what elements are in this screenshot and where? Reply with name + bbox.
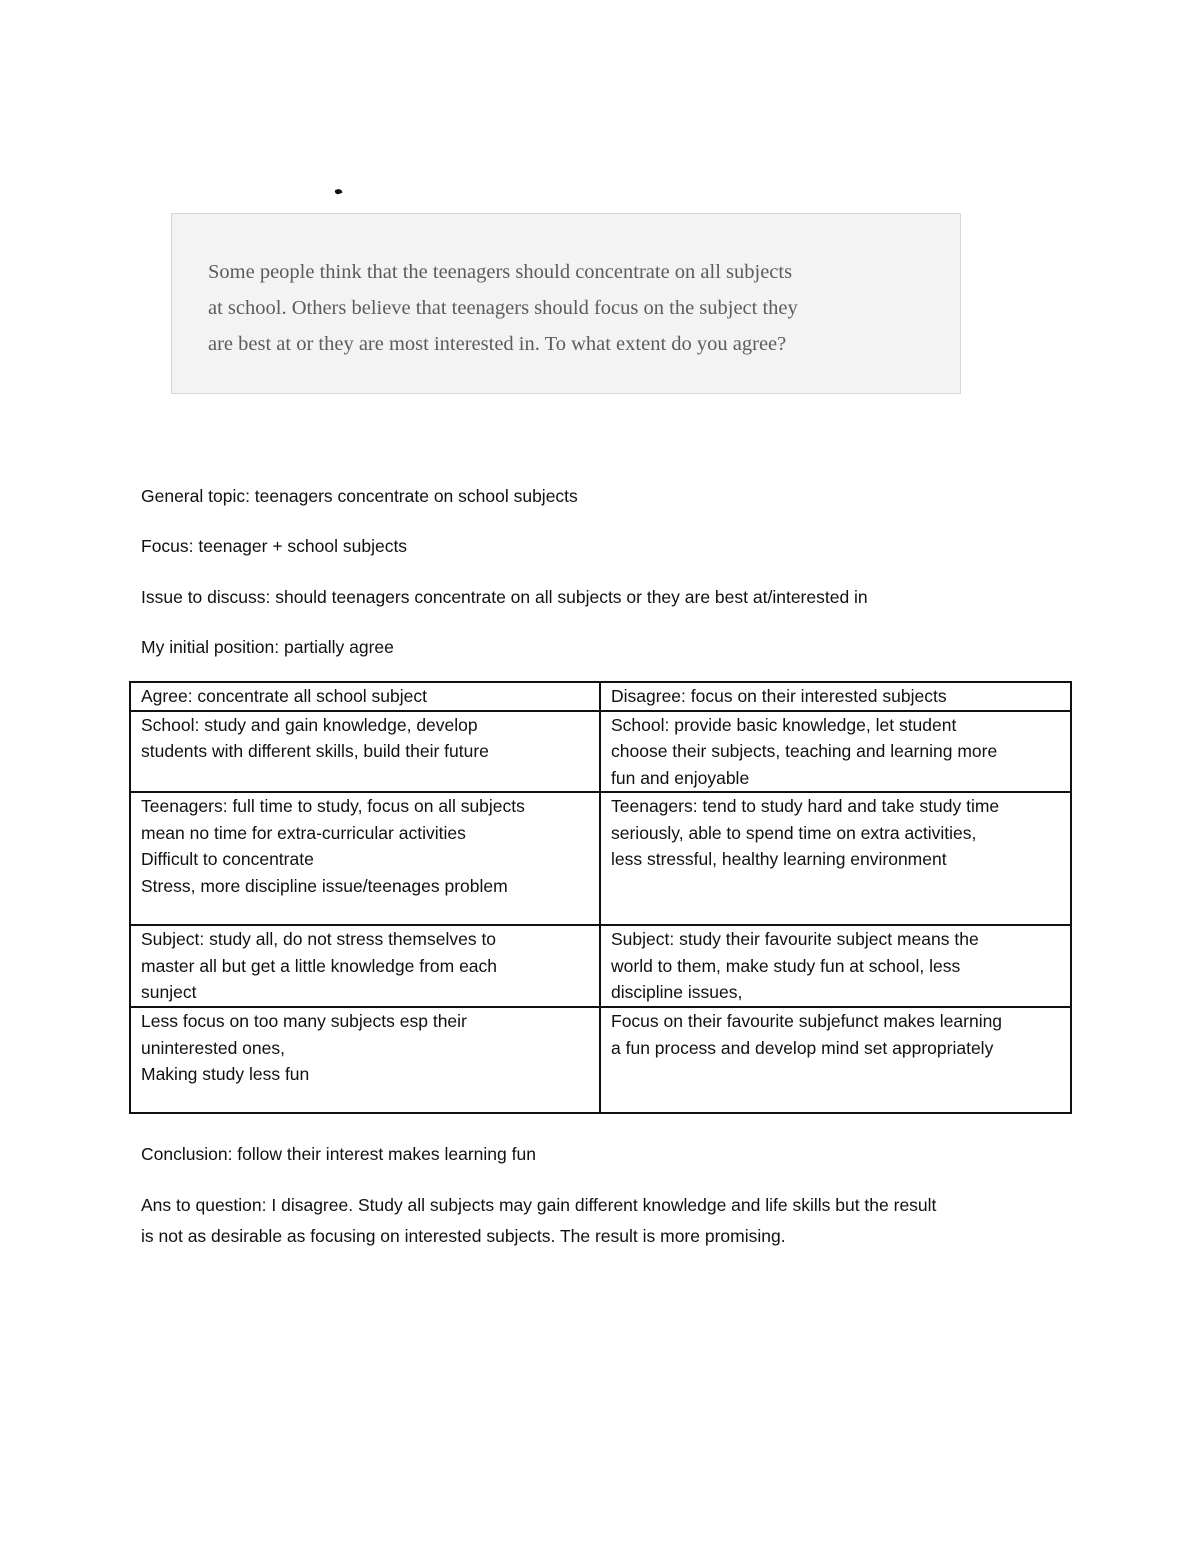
cell-line: Less focus on too many subjects esp their bbox=[141, 1011, 467, 1031]
table-row bbox=[130, 711, 1071, 793]
agree-disagree-table bbox=[129, 681, 1072, 1114]
cell-line: uninterested ones, bbox=[141, 1037, 285, 1058]
table-header-row bbox=[130, 682, 1071, 711]
disagree-cell bbox=[600, 1007, 1071, 1113]
cell-line: Difficult to concentrate bbox=[141, 849, 314, 869]
cell-line: less stressful, healthy learning environment bbox=[611, 849, 947, 869]
cell-line: seriously, able to spend time on extra activities, bbox=[611, 822, 977, 843]
table-row bbox=[130, 792, 1071, 925]
disagree-cell bbox=[600, 792, 1071, 925]
agree-cell bbox=[130, 925, 600, 1007]
answer-paragraph bbox=[141, 1190, 1061, 1252]
disagree-cell bbox=[600, 711, 1071, 793]
cell-line: discipline issues, bbox=[611, 982, 743, 1002]
cell-line: Subject: study their favourite subject means the bbox=[611, 929, 979, 949]
table-row bbox=[130, 925, 1071, 1007]
cell-line: Subject: study all, do not stress themselves to bbox=[141, 929, 497, 949]
cell-line: Teenagers: full time to study, focus on all subjects bbox=[141, 796, 525, 816]
focus-line: Focus: teenager + school subjects bbox=[141, 536, 408, 556]
essay-prompt-box bbox=[171, 213, 961, 394]
agree-cell bbox=[130, 1007, 600, 1113]
disagree-cell bbox=[600, 925, 1071, 1007]
agree-cell bbox=[130, 711, 600, 793]
cell-line: a fun process and develop mind set appropriately bbox=[611, 1037, 994, 1058]
agree-header: Agree: concentrate all school subject bbox=[130, 682, 600, 711]
initial-position: My initial position: partially agree bbox=[141, 637, 394, 657]
conclusion: Conclusion: follow their interest makes learning fun bbox=[141, 1144, 536, 1164]
cell-line: mean no time for extra-curricular activities bbox=[141, 822, 466, 843]
prompt-line: Some people think that the teenagers should concentrate on all subjects bbox=[208, 261, 793, 283]
disagree-header: Disagree: focus on their interested subjects bbox=[600, 682, 1071, 711]
cell-line: fun and enjoyable bbox=[611, 767, 750, 788]
cell-line: master all but get a little knowledge from each bbox=[141, 955, 498, 976]
general-topic: General topic: teenagers concentrate on school subjects bbox=[141, 486, 578, 506]
issue-line: Issue to discuss: should teenagers concentrate on all subjects or they are best at/interested in bbox=[141, 587, 868, 607]
cell-line: School: provide basic knowledge, let student bbox=[611, 714, 957, 735]
answer-line: is not as desirable as focusing on interested subjects. The result is more promising. bbox=[141, 1226, 786, 1246]
stray-ink-mark bbox=[334, 188, 342, 195]
cell-line: Making study less fun bbox=[141, 1064, 310, 1084]
cell-line: sunject bbox=[141, 982, 197, 1002]
cell-line: students with different skills, build their future bbox=[141, 741, 489, 761]
cell-line: choose their subjects, teaching and learning more bbox=[611, 741, 998, 761]
cell-line: School: study and gain knowledge, develop bbox=[141, 714, 478, 735]
prompt-line: at school. Others believe that teenagers should focus on the subject they bbox=[208, 297, 798, 319]
agree-cell bbox=[130, 792, 600, 925]
answer-line: Ans to question: I disagree. Study all subjects may gain different knowledge and life skills but the result bbox=[141, 1195, 937, 1215]
prompt-line: are best at or they are most interested in. To what extent do you agree? bbox=[208, 333, 787, 355]
cell-line: Teenagers: tend to study hard and take study time bbox=[611, 796, 1000, 816]
cell-line: world to them, make study fun at school, less bbox=[611, 955, 961, 976]
cell-line: Focus on their favourite subjefunct makes learning bbox=[611, 1011, 1003, 1031]
cell-line: Stress, more discipline issue/teenages problem bbox=[141, 875, 508, 896]
table-row bbox=[130, 1007, 1071, 1113]
